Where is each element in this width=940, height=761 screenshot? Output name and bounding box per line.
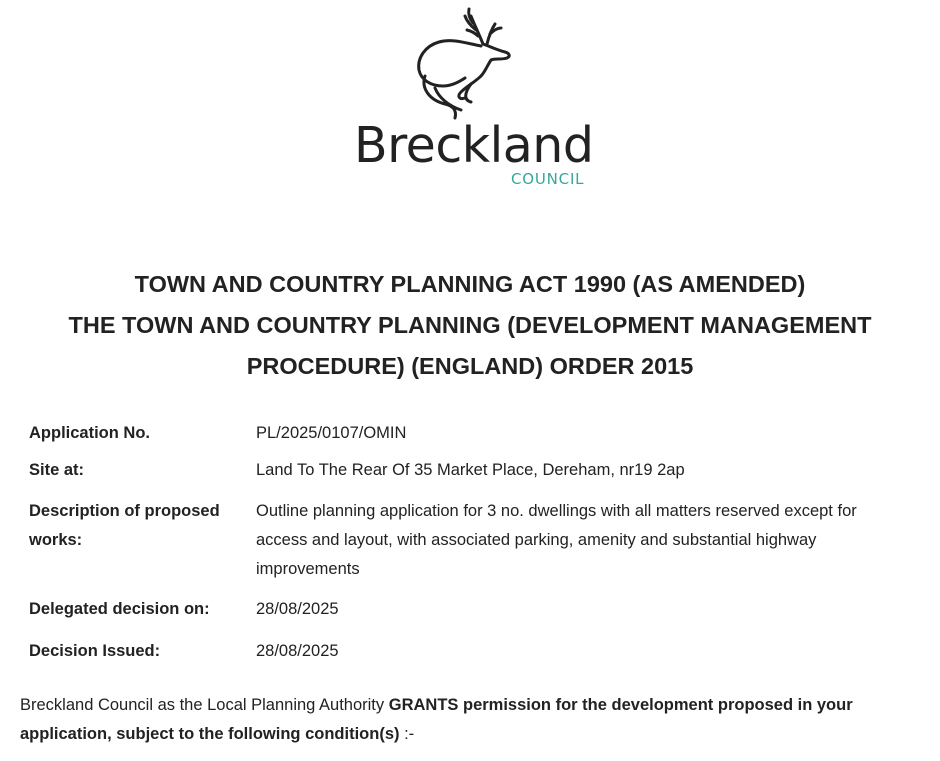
statement-intro: Breckland Council as the Local Planning Authority: [20, 696, 389, 714]
statement-grants: GRANTS permission for the development proposed in your: [388, 696, 853, 714]
decision-issued-value: 28/08/2025: [256, 642, 339, 660]
delegated-decision-label: Delegated decision on:: [29, 600, 210, 618]
decision-statement: [20, 691, 925, 749]
description-value: [256, 497, 916, 584]
description-label-line-2: works:: [29, 531, 83, 549]
description-value-line-3: improvements: [256, 560, 360, 578]
heading-line-3: PROCEDURE) (ENGLAND) ORDER 2015: [246, 353, 694, 379]
description-value-line-2: access and layout, with associated parking, amenity and substantial highway: [256, 531, 817, 549]
logo-subtitle: COUNCIL: [511, 170, 585, 188]
statement-line-2: [20, 720, 925, 749]
delegated-decision-value: 28/08/2025: [256, 600, 339, 618]
stag-icon: [405, 6, 525, 124]
description-value-line-1: Outline planning application for 3 no. dwellings with all matters reserved except for: [256, 502, 857, 520]
act-headings: [0, 264, 940, 387]
description-label-line-1: Description of proposed: [29, 502, 220, 520]
decision-issued-label: Decision Issued:: [29, 642, 161, 660]
heading-line-2: THE TOWN AND COUNTRY PLANNING (DEVELOPMENT MANAGEMENT: [68, 312, 872, 338]
council-logo: [0, 0, 940, 200]
application-no-value: PL/2025/0107/OMIN: [256, 424, 407, 442]
site-value: Land To The Rear Of 35 Market Place, Dereham, nr19 2ap: [256, 461, 685, 479]
heading-line-1: TOWN AND COUNTRY PLANNING ACT 1990 (AS AMENDED): [134, 271, 806, 297]
logo-name: Breckland: [354, 117, 594, 174]
application-no-label: Application No.: [29, 424, 150, 442]
site-label: Site at:: [29, 461, 85, 479]
statement-line-1: [20, 691, 925, 720]
statement-tail: :-: [399, 725, 415, 743]
statement-conditions: application, subject to the following condition(s): [20, 725, 400, 743]
description-label: [29, 497, 249, 555]
